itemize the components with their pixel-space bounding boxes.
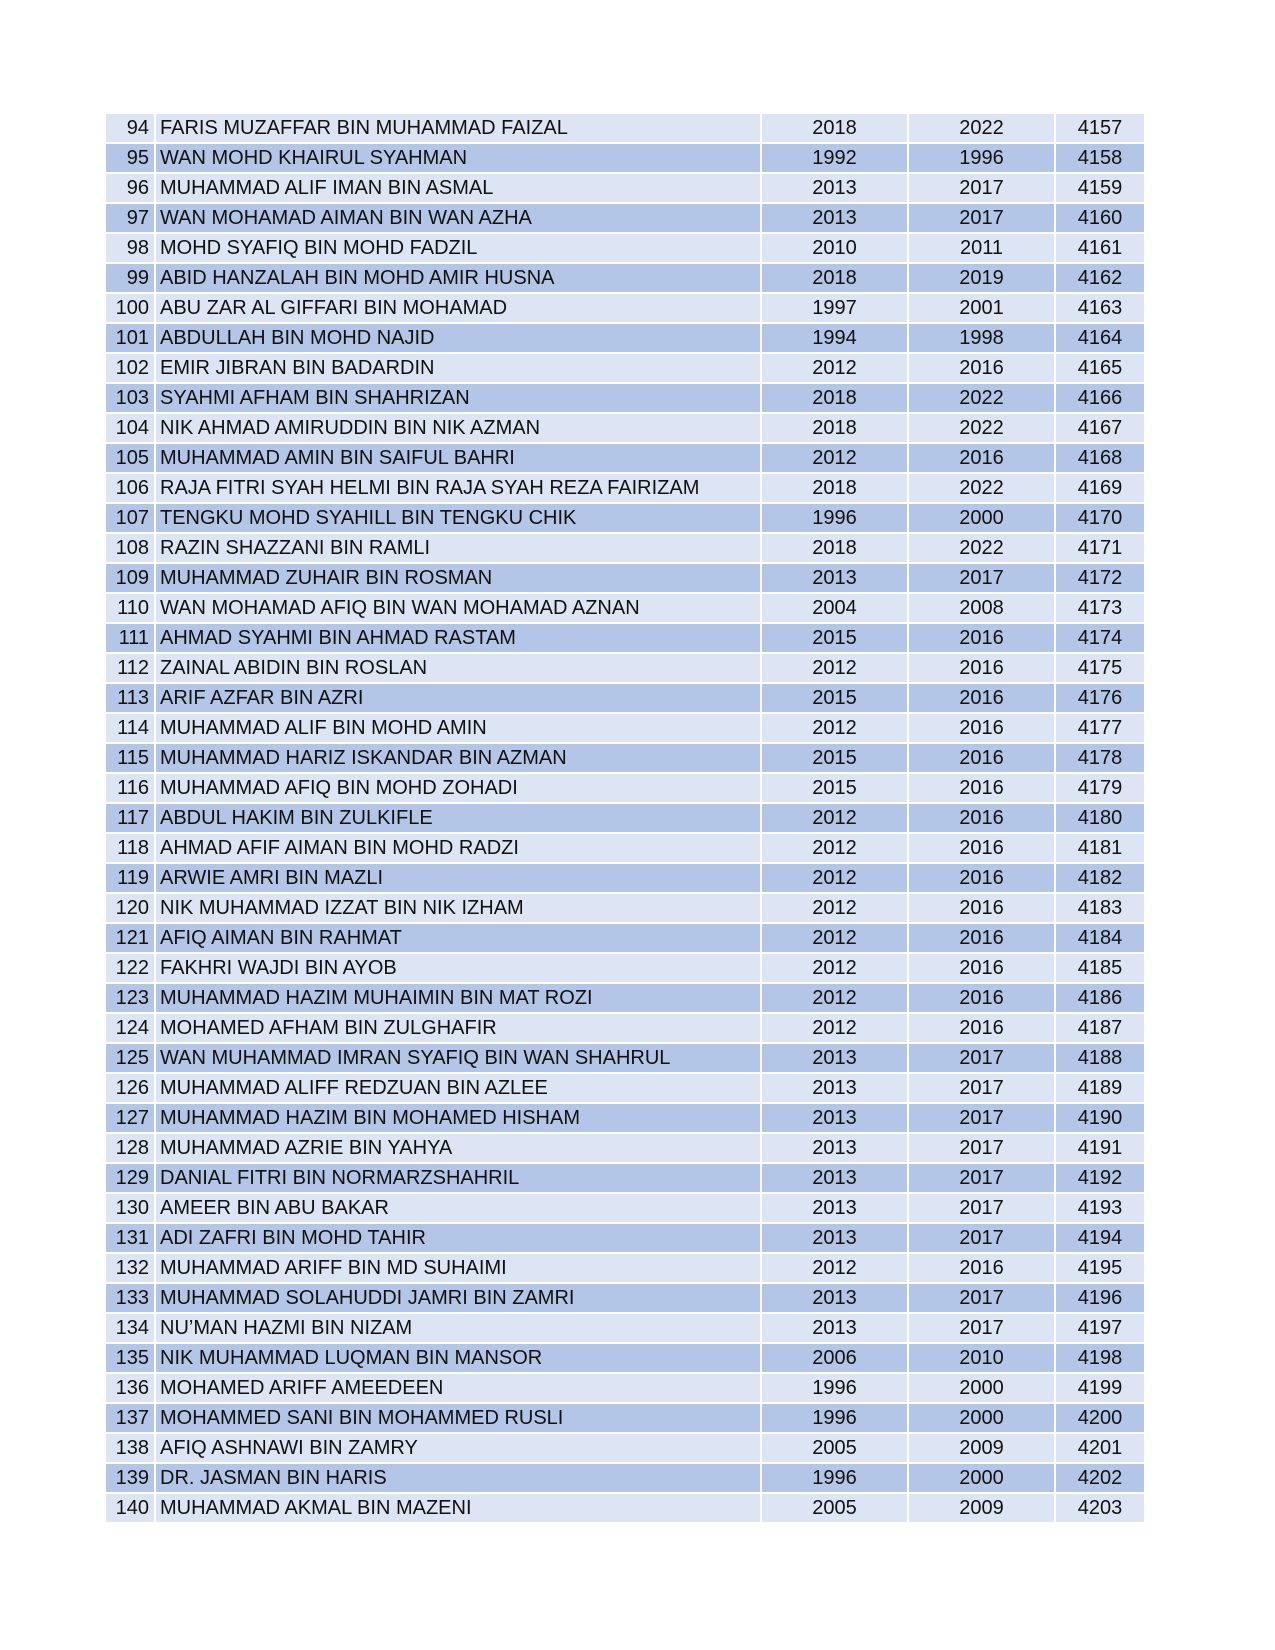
row-number: 100 <box>106 293 155 323</box>
member-id: 4165 <box>1055 353 1145 383</box>
member-name: MUHAMMAD ALIF BIN MOHD AMIN <box>155 713 761 743</box>
member-id: 4160 <box>1055 203 1145 233</box>
row-number: 116 <box>106 773 155 803</box>
member-name: FAKHRI WAJDI BIN AYOB <box>155 953 761 983</box>
start-year: 2013 <box>761 1163 908 1193</box>
row-number: 130 <box>106 1193 155 1223</box>
member-id: 4163 <box>1055 293 1145 323</box>
row-number: 128 <box>106 1133 155 1163</box>
member-id: 4173 <box>1055 593 1145 623</box>
row-number: 123 <box>106 983 155 1013</box>
row-number: 97 <box>106 203 155 233</box>
member-name: ADI ZAFRI BIN MOHD TAHIR <box>155 1223 761 1253</box>
row-number: 117 <box>106 803 155 833</box>
member-name: WAN MOHAMAD AFIQ BIN WAN MOHAMAD AZNAN <box>155 593 761 623</box>
member-name: MUHAMMAD AZRIE BIN YAHYA <box>155 1133 761 1163</box>
table-row <box>106 713 1145 743</box>
start-year: 1994 <box>761 323 908 353</box>
table-row <box>106 1013 1145 1043</box>
end-year: 2017 <box>908 1283 1055 1313</box>
end-year: 2022 <box>908 533 1055 563</box>
table-row <box>106 1403 1145 1433</box>
table-row <box>106 563 1145 593</box>
row-number: 96 <box>106 173 155 203</box>
table-row <box>106 1133 1145 1163</box>
table-row <box>106 1163 1145 1193</box>
member-name: ABDULLAH BIN MOHD NAJID <box>155 323 761 353</box>
start-year: 2013 <box>761 173 908 203</box>
end-year: 2022 <box>908 114 1055 143</box>
start-year: 1997 <box>761 293 908 323</box>
table-row <box>106 263 1145 293</box>
member-id: 4199 <box>1055 1373 1145 1403</box>
end-year: 2011 <box>908 233 1055 263</box>
start-year: 2012 <box>761 953 908 983</box>
member-name: MOHD SYAFIQ BIN MOHD FADZIL <box>155 233 761 263</box>
end-year: 2017 <box>908 1223 1055 1253</box>
table-row <box>106 623 1145 653</box>
end-year: 2017 <box>908 1133 1055 1163</box>
start-year: 2012 <box>761 443 908 473</box>
start-year: 2013 <box>761 203 908 233</box>
end-year: 2010 <box>908 1343 1055 1373</box>
end-year: 2001 <box>908 293 1055 323</box>
table-row <box>106 413 1145 443</box>
start-year: 2018 <box>761 263 908 293</box>
member-id: 4195 <box>1055 1253 1145 1283</box>
member-id: 4170 <box>1055 503 1145 533</box>
start-year: 2005 <box>761 1433 908 1463</box>
end-year: 1996 <box>908 143 1055 173</box>
member-name: NIK MUHAMMAD IZZAT BIN NIK IZHAM <box>155 893 761 923</box>
row-number: 103 <box>106 383 155 413</box>
table-row <box>106 114 1145 143</box>
row-number: 98 <box>106 233 155 263</box>
start-year: 2015 <box>761 773 908 803</box>
member-id: 4200 <box>1055 1403 1145 1433</box>
end-year: 2000 <box>908 1463 1055 1493</box>
row-number: 110 <box>106 593 155 623</box>
member-id: 4167 <box>1055 413 1145 443</box>
table-row <box>106 1463 1145 1493</box>
member-id: 4192 <box>1055 1163 1145 1193</box>
member-id: 4175 <box>1055 653 1145 683</box>
member-id: 4193 <box>1055 1193 1145 1223</box>
table-row <box>106 1493 1145 1523</box>
row-number: 109 <box>106 563 155 593</box>
end-year: 2017 <box>908 1193 1055 1223</box>
table-row <box>106 593 1145 623</box>
table-row <box>106 233 1145 263</box>
end-year: 2016 <box>908 773 1055 803</box>
start-year: 1996 <box>761 1463 908 1493</box>
start-year: 2012 <box>761 923 908 953</box>
member-name: EMIR JIBRAN BIN BADARDIN <box>155 353 761 383</box>
row-number: 134 <box>106 1313 155 1343</box>
row-number: 124 <box>106 1013 155 1043</box>
member-name: MOHAMMED SANI BIN MOHAMMED RUSLI <box>155 1403 761 1433</box>
member-id: 4197 <box>1055 1313 1145 1343</box>
table-row <box>106 1193 1145 1223</box>
member-id: 4189 <box>1055 1073 1145 1103</box>
member-name: ZAINAL ABIDIN BIN ROSLAN <box>155 653 761 683</box>
member-id: 4179 <box>1055 773 1145 803</box>
end-year: 2008 <box>908 593 1055 623</box>
end-year: 1998 <box>908 323 1055 353</box>
member-id: 4162 <box>1055 263 1145 293</box>
start-year: 2012 <box>761 803 908 833</box>
row-number: 131 <box>106 1223 155 1253</box>
start-year: 2012 <box>761 863 908 893</box>
row-number: 122 <box>106 953 155 983</box>
row-number: 113 <box>106 683 155 713</box>
table-row <box>106 863 1145 893</box>
table-row <box>106 953 1145 983</box>
end-year: 2022 <box>908 383 1055 413</box>
member-name: AHMAD AFIF AIMAN BIN MOHD RADZI <box>155 833 761 863</box>
row-number: 108 <box>106 533 155 563</box>
table-row <box>106 503 1145 533</box>
member-id: 4169 <box>1055 473 1145 503</box>
row-number: 107 <box>106 503 155 533</box>
member-id: 4172 <box>1055 563 1145 593</box>
member-name: ARIF AZFAR BIN AZRI <box>155 683 761 713</box>
row-number: 127 <box>106 1103 155 1133</box>
table-row <box>106 353 1145 383</box>
member-id: 4188 <box>1055 1043 1145 1073</box>
end-year: 2022 <box>908 473 1055 503</box>
table-row <box>106 803 1145 833</box>
member-name: NIK AHMAD AMIRUDDIN BIN NIK AZMAN <box>155 413 761 443</box>
start-year: 2013 <box>761 1313 908 1343</box>
row-number: 102 <box>106 353 155 383</box>
table-row <box>106 923 1145 953</box>
start-year: 2018 <box>761 473 908 503</box>
member-id: 4177 <box>1055 713 1145 743</box>
member-name: RAJA FITRI SYAH HELMI BIN RAJA SYAH REZA FAIRIZAM <box>155 473 761 503</box>
member-name: ABDUL HAKIM BIN ZULKIFLE <box>155 803 761 833</box>
member-id: 4171 <box>1055 533 1145 563</box>
member-id: 4187 <box>1055 1013 1145 1043</box>
end-year: 2016 <box>908 1013 1055 1043</box>
row-number: 111 <box>106 623 155 653</box>
end-year: 2017 <box>908 1163 1055 1193</box>
end-year: 2016 <box>908 743 1055 773</box>
row-number: 126 <box>106 1073 155 1103</box>
row-number: 104 <box>106 413 155 443</box>
start-year: 2010 <box>761 233 908 263</box>
table-row <box>106 833 1145 863</box>
table-row <box>106 323 1145 353</box>
row-number: 118 <box>106 833 155 863</box>
end-year: 2016 <box>908 713 1055 743</box>
member-name: WAN MUHAMMAD IMRAN SYAFIQ BIN WAN SHAHRUL <box>155 1043 761 1073</box>
member-name: ABU ZAR AL GIFFARI BIN MOHAMAD <box>155 293 761 323</box>
member-name: DR. JASMAN BIN HARIS <box>155 1463 761 1493</box>
start-year: 2012 <box>761 1013 908 1043</box>
end-year: 2016 <box>908 443 1055 473</box>
member-id: 4180 <box>1055 803 1145 833</box>
row-number: 121 <box>106 923 155 953</box>
member-id: 4157 <box>1055 114 1145 143</box>
member-name: AHMAD SYAHMI BIN AHMAD RASTAM <box>155 623 761 653</box>
start-year: 2013 <box>761 1073 908 1103</box>
start-year: 2012 <box>761 983 908 1013</box>
member-name: MUHAMMAD SOLAHUDDI JAMRI BIN ZAMRI <box>155 1283 761 1313</box>
row-number: 120 <box>106 893 155 923</box>
start-year: 2018 <box>761 383 908 413</box>
end-year: 2000 <box>908 1373 1055 1403</box>
end-year: 2017 <box>908 1103 1055 1133</box>
member-name: MUHAMMAD ALIF IMAN BIN ASMAL <box>155 173 761 203</box>
member-name: AMEER BIN ABU BAKAR <box>155 1193 761 1223</box>
member-id: 4203 <box>1055 1493 1145 1523</box>
end-year: 2016 <box>908 983 1055 1013</box>
start-year: 1996 <box>761 1373 908 1403</box>
table-row <box>106 1253 1145 1283</box>
member-name: AFIQ ASHNAWI BIN ZAMRY <box>155 1433 761 1463</box>
end-year: 2016 <box>908 1253 1055 1283</box>
table-row <box>106 1073 1145 1103</box>
start-year: 2013 <box>761 1133 908 1163</box>
member-id: 4181 <box>1055 833 1145 863</box>
row-number: 138 <box>106 1433 155 1463</box>
start-year: 2012 <box>761 893 908 923</box>
row-number: 133 <box>106 1283 155 1313</box>
table-row <box>106 203 1145 233</box>
start-year: 2015 <box>761 743 908 773</box>
member-id: 4185 <box>1055 953 1145 983</box>
row-number: 132 <box>106 1253 155 1283</box>
end-year: 2017 <box>908 1313 1055 1343</box>
member-name: MUHAMMAD HAZIM MUHAIMIN BIN MAT ROZI <box>155 983 761 1013</box>
table-row <box>106 1373 1145 1403</box>
member-id: 4168 <box>1055 443 1145 473</box>
table-row <box>106 143 1145 173</box>
member-name: DANIAL FITRI BIN NORMARZSHAHRIL <box>155 1163 761 1193</box>
table-row <box>106 173 1145 203</box>
member-id: 4178 <box>1055 743 1145 773</box>
start-year: 2013 <box>761 1043 908 1073</box>
start-year: 1996 <box>761 503 908 533</box>
table-row <box>106 293 1145 323</box>
table-row <box>106 1223 1145 1253</box>
end-year: 2017 <box>908 1073 1055 1103</box>
member-name: NIK MUHAMMAD LUQMAN BIN MANSOR <box>155 1343 761 1373</box>
member-name: MUHAMMAD AMIN BIN SAIFUL BAHRI <box>155 443 761 473</box>
table-row <box>106 773 1145 803</box>
start-year: 2018 <box>761 114 908 143</box>
row-number: 125 <box>106 1043 155 1073</box>
row-number: 137 <box>106 1403 155 1433</box>
row-number: 101 <box>106 323 155 353</box>
row-number: 119 <box>106 863 155 893</box>
end-year: 2016 <box>908 863 1055 893</box>
end-year: 2000 <box>908 503 1055 533</box>
end-year: 2017 <box>908 203 1055 233</box>
start-year: 2013 <box>761 1223 908 1253</box>
member-id: 4191 <box>1055 1133 1145 1163</box>
member-id: 4166 <box>1055 383 1145 413</box>
member-id: 4202 <box>1055 1463 1145 1493</box>
member-name: WAN MOHD KHAIRUL SYAHMAN <box>155 143 761 173</box>
end-year: 2009 <box>908 1433 1055 1463</box>
row-number: 136 <box>106 1373 155 1403</box>
start-year: 2015 <box>761 683 908 713</box>
table-row <box>106 1043 1145 1073</box>
end-year: 2017 <box>908 1043 1055 1073</box>
end-year: 2016 <box>908 353 1055 383</box>
row-number: 129 <box>106 1163 155 1193</box>
member-id: 4174 <box>1055 623 1145 653</box>
start-year: 2006 <box>761 1343 908 1373</box>
row-number: 95 <box>106 143 155 173</box>
member-name: SYAHMI AFHAM BIN SHAHRIZAN <box>155 383 761 413</box>
end-year: 2000 <box>908 1403 1055 1433</box>
start-year: 2018 <box>761 413 908 443</box>
start-year: 2012 <box>761 353 908 383</box>
table-row <box>106 893 1145 923</box>
end-year: 2016 <box>908 953 1055 983</box>
end-year: 2016 <box>908 803 1055 833</box>
row-number: 94 <box>106 114 155 143</box>
member-name: NU’MAN HAZMI BIN NIZAM <box>155 1313 761 1343</box>
member-id: 4198 <box>1055 1343 1145 1373</box>
member-name: ABID HANZALAH BIN MOHD AMIR HUSNA <box>155 263 761 293</box>
start-year: 2013 <box>761 1193 908 1223</box>
member-name: MUHAMMAD AKMAL BIN MAZENI <box>155 1493 761 1523</box>
table-row <box>106 383 1145 413</box>
table-row <box>106 1103 1145 1133</box>
member-name: MUHAMMAD ARIFF BIN MD SUHAIMI <box>155 1253 761 1283</box>
member-name: MUHAMMAD HAZIM BIN MOHAMED HISHAM <box>155 1103 761 1133</box>
member-name: TENGKU MOHD SYAHILL BIN TENGKU CHIK <box>155 503 761 533</box>
start-year: 2012 <box>761 653 908 683</box>
member-id: 4183 <box>1055 893 1145 923</box>
member-id: 4182 <box>1055 863 1145 893</box>
member-name: ARWIE AMRI BIN MAZLI <box>155 863 761 893</box>
member-name: MOHAMED ARIFF AMEEDEEN <box>155 1373 761 1403</box>
member-name: MOHAMED AFHAM BIN ZULGHAFIR <box>155 1013 761 1043</box>
table-row <box>106 1283 1145 1313</box>
table-row <box>106 653 1145 683</box>
member-id: 4196 <box>1055 1283 1145 1313</box>
start-year: 2013 <box>761 563 908 593</box>
start-year: 2012 <box>761 713 908 743</box>
end-year: 2016 <box>908 893 1055 923</box>
table-row <box>106 473 1145 503</box>
start-year: 2012 <box>761 1253 908 1283</box>
end-year: 2016 <box>908 833 1055 863</box>
member-id: 4176 <box>1055 683 1145 713</box>
member-id: 4186 <box>1055 983 1145 1013</box>
start-year: 2018 <box>761 533 908 563</box>
end-year: 2009 <box>908 1493 1055 1523</box>
table-row <box>106 443 1145 473</box>
table-row <box>106 1433 1145 1463</box>
start-year: 2005 <box>761 1493 908 1523</box>
member-name: RAZIN SHAZZANI BIN RAMLI <box>155 533 761 563</box>
member-id: 4164 <box>1055 323 1145 353</box>
member-name: FARIS MUZAFFAR BIN MUHAMMAD FAIZAL <box>155 114 761 143</box>
row-number: 105 <box>106 443 155 473</box>
roster-body <box>106 114 1145 1523</box>
table-row <box>106 533 1145 563</box>
row-number: 99 <box>106 263 155 293</box>
row-number: 106 <box>106 473 155 503</box>
row-number: 135 <box>106 1343 155 1373</box>
end-year: 2017 <box>908 173 1055 203</box>
row-number: 139 <box>106 1463 155 1493</box>
start-year: 2004 <box>761 593 908 623</box>
start-year: 2015 <box>761 623 908 653</box>
member-id: 4159 <box>1055 173 1145 203</box>
table-row <box>106 1313 1145 1343</box>
member-id: 4190 <box>1055 1103 1145 1133</box>
end-year: 2019 <box>908 263 1055 293</box>
row-number: 114 <box>106 713 155 743</box>
end-year: 2022 <box>908 413 1055 443</box>
end-year: 2016 <box>908 623 1055 653</box>
roster-table <box>106 114 1146 1524</box>
table-row <box>106 743 1145 773</box>
table-row <box>106 683 1145 713</box>
member-id: 4184 <box>1055 923 1145 953</box>
member-id: 4194 <box>1055 1223 1145 1253</box>
start-year: 2012 <box>761 833 908 863</box>
member-name: MUHAMMAD ALIFF REDZUAN BIN AZLEE <box>155 1073 761 1103</box>
start-year: 1996 <box>761 1403 908 1433</box>
end-year: 2016 <box>908 653 1055 683</box>
row-number: 115 <box>106 743 155 773</box>
row-number: 140 <box>106 1493 155 1523</box>
member-name: MUHAMMAD AFIQ BIN MOHD ZOHADI <box>155 773 761 803</box>
start-year: 1992 <box>761 143 908 173</box>
end-year: 2017 <box>908 563 1055 593</box>
member-name: MUHAMMAD HARIZ ISKANDAR BIN AZMAN <box>155 743 761 773</box>
member-id: 4158 <box>1055 143 1145 173</box>
table-row <box>106 1343 1145 1373</box>
member-name: AFIQ AIMAN BIN RAHMAT <box>155 923 761 953</box>
table-row <box>106 983 1145 1013</box>
row-number: 112 <box>106 653 155 683</box>
end-year: 2016 <box>908 683 1055 713</box>
start-year: 2013 <box>761 1283 908 1313</box>
member-name: MUHAMMAD ZUHAIR BIN ROSMAN <box>155 563 761 593</box>
member-id: 4161 <box>1055 233 1145 263</box>
member-id: 4201 <box>1055 1433 1145 1463</box>
end-year: 2016 <box>908 923 1055 953</box>
member-name: WAN MOHAMAD AIMAN BIN WAN AZHA <box>155 203 761 233</box>
start-year: 2013 <box>761 1103 908 1133</box>
